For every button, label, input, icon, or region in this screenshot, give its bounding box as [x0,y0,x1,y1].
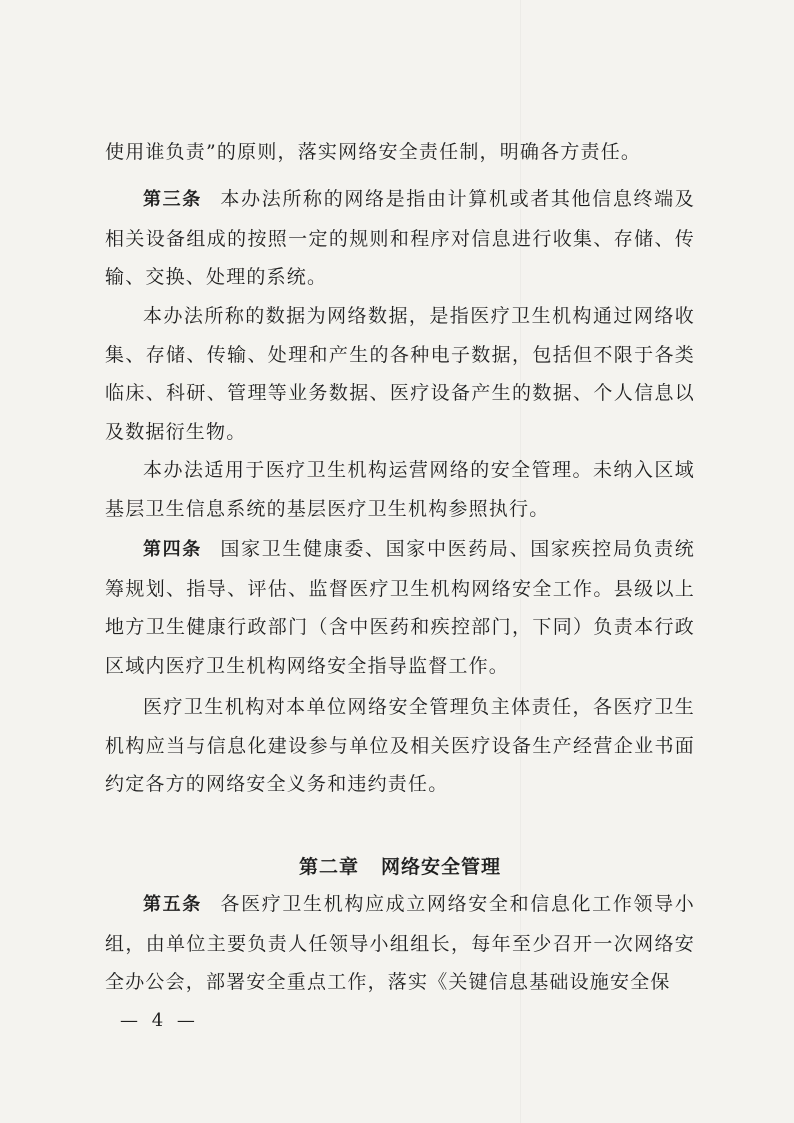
article-5 [105,885,695,1002]
paragraph-text: 各医疗卫生机构应成立网络安全和信息化工作领导小组，由单位主要负责人任领导小组组长，每年至少召开一次网络安全办公会，部署安全重点工作，落实《关键信息基础设施安全保 [105,893,695,993]
article-heading: 第四条 [143,539,202,560]
paragraph-text: 本办法所称的网络是指由计算机或者其他信息终端及相关设备组成的按照一定的规则和程序对信息进行收集、存储、传输、交换、处理的系统。 [105,188,695,288]
paragraph-text: 本办法所称的数据为网络数据，是指医疗卫生机构通过网络收集、存储、传输、处理和产生的各种电子数据，包括但不限于各类临床、科研、管理等业务数据、医疗设备产生的数据、个人信息以及数据衍生物。 [105,305,695,443]
paragraph-responsibility [105,688,695,804]
paragraph-text: 医疗卫生机构对本单位网络安全管理负主体责任，各医疗卫生机构应当与信息化建设参与单位及相关医疗设备生产经营企业书面约定各方的网络安全义务和违约责任。 [105,696,695,795]
article-3 [105,180,695,297]
chapter-number: 第二章 [298,856,359,878]
paragraph-continuation [105,133,695,172]
chapter-title: 网络安全管理 [381,856,502,878]
article-4 [105,530,695,685]
paragraph-scope [105,451,695,528]
paragraph-text: 使用谁负责”的原则，落实网络安全责任制，明确各方责任。 [105,141,642,163]
paragraph-network-data [105,297,695,451]
article-heading: 第三条 [143,189,202,210]
paragraph-text: 国家卫生健康委、国家中医药局、国家疾控局负责统筹规划、指导、评估、监督医疗卫生机构网络安全工作。县级以上地方卫生健康行政部门（含中医药和疾控部门，下同）负责本行政区域内医疗卫生机构网络安全指导监督工作。 [105,538,695,677]
paragraph-text: 本办法适用于医疗卫生机构运营网络的安全管理。未纳入区域基层卫生信息系统的基层医疗卫生机构参照执行。 [105,459,695,520]
chapter-heading [105,852,695,879]
page-number: — 4 — [120,1010,199,1031]
article-heading: 第五条 [143,894,202,915]
